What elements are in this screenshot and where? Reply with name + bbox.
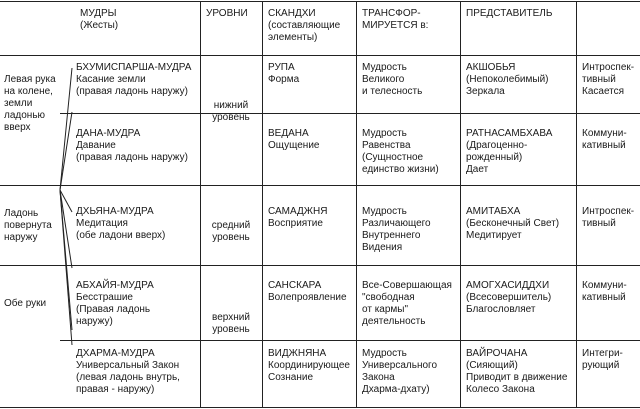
row3-transform: Мудрость Различающего Внутреннего Видения bbox=[362, 206, 431, 253]
row5-mudra: ДХАРМА-МУДРА Универсальный Закон (левая ладонь внутрь, правая - наружу) bbox=[76, 348, 180, 395]
row2-skandha: ВЕДАНА Ощущение bbox=[268, 128, 320, 151]
row5-representative: ВАЙРОЧАНА (Сияющий) Приводит в движение Колесо Закона bbox=[466, 348, 568, 395]
row1-transform: Мудрость Великого и телесность bbox=[362, 62, 423, 97]
header-levels: УРОВНИ bbox=[206, 8, 248, 19]
header-representative: ПРЕДСТАВИТЕЛЬ bbox=[466, 8, 553, 19]
row2-representative: РАТНАСАМБХАВА (Драгоценно- рожденный) Дает bbox=[466, 128, 553, 175]
row4-mudra: АБХАЙЯ-МУДРА Бесстрашие (Правая ладонь наружу) bbox=[76, 280, 154, 327]
row1-representative: АКШОБЬЯ (Непоколебимый) Зеркала bbox=[466, 62, 549, 97]
row5-transform: Мудрость Универсального Закона Дхарма-дхату) bbox=[362, 348, 438, 395]
row4-transform: Все-Совершающая "свободная от кармы" деятельность bbox=[362, 280, 452, 327]
row3-mudra: ДХЬЯНА-МУДРА Медитация (обе ладони вверх) bbox=[76, 206, 166, 241]
level-upper: верхний уровень bbox=[212, 312, 250, 335]
header-skandhas: СКАНДХИ (составляющие элементы) bbox=[268, 8, 341, 43]
hand-position-left-on-knee: Левая рука на колене, земли ладонью вверх bbox=[4, 74, 56, 133]
header-transforms: ТРАНСФОР- МИРУЕТСЯ в: bbox=[362, 8, 429, 31]
row5-type: Интегри- рующий bbox=[582, 348, 623, 371]
row3-type: Интроспек- тивный bbox=[582, 206, 635, 229]
hand-position-palm-out: Ладонь повернута наружу bbox=[4, 208, 52, 243]
header-mudras: МУДРЫ (Жесты) bbox=[80, 8, 119, 31]
level-middle: средний уровень bbox=[211, 220, 251, 243]
hand-position-both-hands: Обе руки bbox=[4, 298, 47, 309]
row2-mudra: ДАНА-МУДРА Давание (правая ладонь наружу) bbox=[76, 128, 188, 163]
row4-type: Коммуни- кативный bbox=[582, 280, 627, 303]
row3-skandha: САМАДЖНЯ Восприятие bbox=[268, 206, 328, 229]
row2-type: Коммуни- кативный bbox=[582, 128, 627, 151]
row2-transform: Мудрость Равенства (Сущностное единство жизни) bbox=[362, 128, 439, 175]
row3-representative: АМИТАБХА (Бесконечный Свет) Медитирует bbox=[466, 206, 560, 241]
row4-skandha: САНСКАРА Волепроявление bbox=[268, 280, 347, 303]
row4-representative: АМОГХАСИДДХИ (Всесовершитель) Благословляет bbox=[466, 280, 552, 315]
row1-skandha: РУПА Форма bbox=[268, 62, 300, 85]
row1-type: Интроспек- тивный Касается bbox=[582, 62, 635, 97]
row1-mudra: БХУМИСПАРША-МУДРА Касание земли (правая ладонь наружу) bbox=[76, 62, 192, 97]
row5-skandha: ВИДЖНЯНА Координирующее Сознание bbox=[268, 348, 350, 383]
level-lower: нижний уровень bbox=[212, 100, 250, 123]
